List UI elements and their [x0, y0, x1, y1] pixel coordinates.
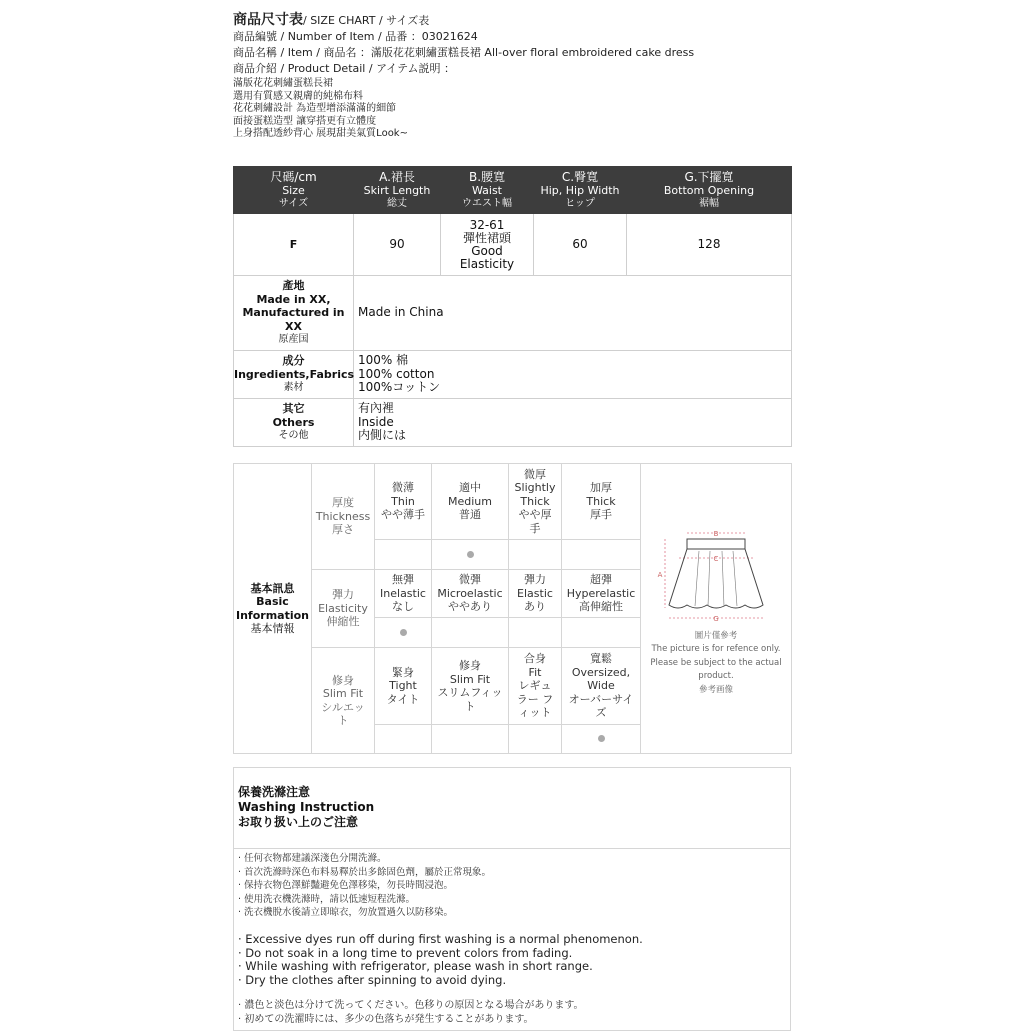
label-g: G — [713, 614, 719, 623]
product-detail-label: 商品介紹 / Product Detail / アイテム説明 ： — [233, 62, 456, 75]
elasticity-option-inelastic: 無彈 Inelastic なし — [375, 570, 432, 618]
thickness-label: 厚度 Thickness 厚さ — [312, 464, 375, 570]
list-item: · 任何衣物都建議深淺色分開洗滌。 — [238, 853, 387, 864]
others-value: 有內裡 Inside 内側には — [354, 399, 792, 447]
size-value: F — [234, 214, 354, 276]
list-item: · Excessive dyes run off during first washing is a normal phenomenon. — [238, 931, 643, 946]
origin-label: 產地 Made in XX, Manufactured in XX 原産国 — [234, 276, 354, 351]
washing-title: 保養洗滌注意 Washing Instruction お取り扱い上のご注意 — [238, 785, 375, 829]
bottom-value: 128 — [627, 214, 792, 276]
washing-jp — [238, 999, 786, 1026]
others-row — [234, 399, 792, 447]
intro-line: 花花刺繡設計 為造型增添滿滿的細節 — [233, 103, 397, 114]
list-item: · While washing with refrigerator, please wash in short range. — [238, 959, 593, 974]
header-waist: B.腰寬 Waist ウエスト幅 — [441, 167, 534, 214]
list-item: · 初めての洗濯時には、多少の色落ちが発生することがあります。 — [238, 1013, 534, 1025]
washing-instruction — [233, 767, 791, 1031]
washing-zh — [238, 852, 786, 920]
thickness-marker-medium — [432, 540, 509, 570]
washing-en — [238, 933, 786, 987]
thickness-option-slightly-thick: 微厚 Slightly Thick やや厚 手 — [509, 464, 562, 540]
elasticity-option-elastic: 彈力 Elastic あり — [509, 570, 562, 618]
list-item: · 使用洗衣機洗滌時，請以低速短程洗滌。 — [238, 893, 416, 905]
fit-marker-oversized — [562, 725, 641, 754]
intro-line: 面接蛋糕造型 讓穿搭更有立體度 — [233, 115, 377, 127]
others-label: 其它 Others その他 — [234, 399, 354, 447]
length-value: 90 — [354, 214, 441, 276]
intro-line: 滿版花花刺繡蛋糕長裙 — [233, 78, 333, 89]
header-bottom-opening: G.下擺寬 Bottom Opening 裾幅 — [627, 167, 792, 214]
size-table — [233, 166, 792, 447]
selected-dot — [400, 629, 407, 636]
thickness-option-thick: 加厚 Thick 厚手 — [562, 464, 641, 540]
fit-label: 修身 Slim Fit シルエッ ト — [312, 648, 375, 754]
product-header — [233, 0, 791, 141]
elasticity-option-hyperelastic: 超彈 Hyperelastic 高伸縮性 — [562, 570, 641, 618]
fabric-label: 成分 Ingredients,Fabrics 素材 — [234, 351, 354, 399]
list-item: · Dry the clothes after spinning to avoid dying. — [238, 972, 507, 987]
header-skirt-length: A.裙長 Skirt Length 総丈 — [354, 167, 441, 214]
header-hip: C.臀寬 Hip, Hip Width ヒップ — [534, 167, 627, 214]
fit-option-slim-fit: 修身 Slim Fit スリムフィッ ト — [432, 648, 509, 725]
intro-line: 上身搭配透紗背心 展現甜美氣質Look~ — [233, 128, 408, 139]
product-intro — [233, 78, 791, 141]
list-item: · 保持衣物色澤鮮豔避免色澤移染，勿長時間浸泡。 — [238, 880, 454, 892]
elasticity-label: 彈力 Elasticity 伸縮性 — [312, 570, 375, 648]
selected-dot — [467, 551, 474, 558]
thickness-option-medium: 適中 Medium 普通 — [432, 464, 509, 540]
list-item: · 濃色と淡色は分けて洗ってください。色移りの原因となる場合があります。 — [238, 1000, 584, 1012]
diagram-note: 圖片僅參考 The picture is for refence only. Please be subject to the actual product. 參考画像 — [650, 630, 782, 695]
label-a: A — [657, 570, 663, 579]
list-item: · 首次洗滌時深色布料易釋於出多餘固色劑，屬於正常現象。 — [238, 866, 492, 878]
intro-line: 選用有質感又親膚的純棉布料 — [233, 90, 363, 102]
thickness-option-thin: 微薄 Thin やや薄手 — [375, 464, 432, 540]
chart-title: 商品尺寸表/ SIZE CHART / サイズ表 — [233, 12, 430, 28]
elasticity-option-microelastic: 微彈 Microelastic ややあり — [432, 570, 509, 618]
waist-value: 32-61 彈性裙頭 Good Elasticity — [441, 214, 534, 276]
basic-info-label: 基本訊息 Basic Information 基本情報 — [234, 464, 312, 754]
item-name: 商品名稱 / Item / 商品名 ：滿版花花刺繡蛋糕長裙 All-over floral embroidered cake dress — [233, 46, 695, 59]
fit-option-fit: 合身 Fit レギュ ラー フ ィット — [509, 648, 562, 725]
origin-row — [234, 276, 792, 351]
divider — [234, 848, 790, 849]
hip-value: 60 — [534, 214, 627, 276]
size-table-header — [234, 167, 792, 214]
elasticity-marker-inelastic — [375, 618, 432, 648]
item-number: 商品編號 / Number of Item / 品番 ：03021624 — [233, 30, 478, 43]
list-item: · 洗衣機脫水後請立即晾衣，勿放置過久以防移染。 — [238, 907, 454, 919]
label-c: C — [713, 554, 719, 563]
thickness-row — [234, 464, 792, 540]
basic-info-table — [233, 463, 792, 754]
table-row — [234, 214, 792, 276]
size-chart-page — [233, 0, 791, 1025]
header-size: 尺碼/cm Size サイズ — [234, 167, 354, 214]
washing-body — [238, 852, 786, 1027]
skirt-diagram-cell — [641, 464, 792, 754]
selected-dot — [598, 735, 605, 742]
origin-value: Made in China — [354, 276, 792, 351]
fabric-value: 100% 棉 100% cotton 100%コットン — [354, 351, 792, 399]
label-b: B — [713, 529, 719, 538]
skirt-measurement-diagram — [641, 520, 792, 630]
fit-option-tight: 緊身 Tight タイト — [375, 648, 432, 725]
list-item: · Do not soak in a long time to prevent colors from fading. — [238, 945, 573, 960]
fabric-row — [234, 351, 792, 399]
fit-option-oversized: 寬鬆 Oversized, Wide オーバーサイ ズ — [562, 648, 641, 725]
